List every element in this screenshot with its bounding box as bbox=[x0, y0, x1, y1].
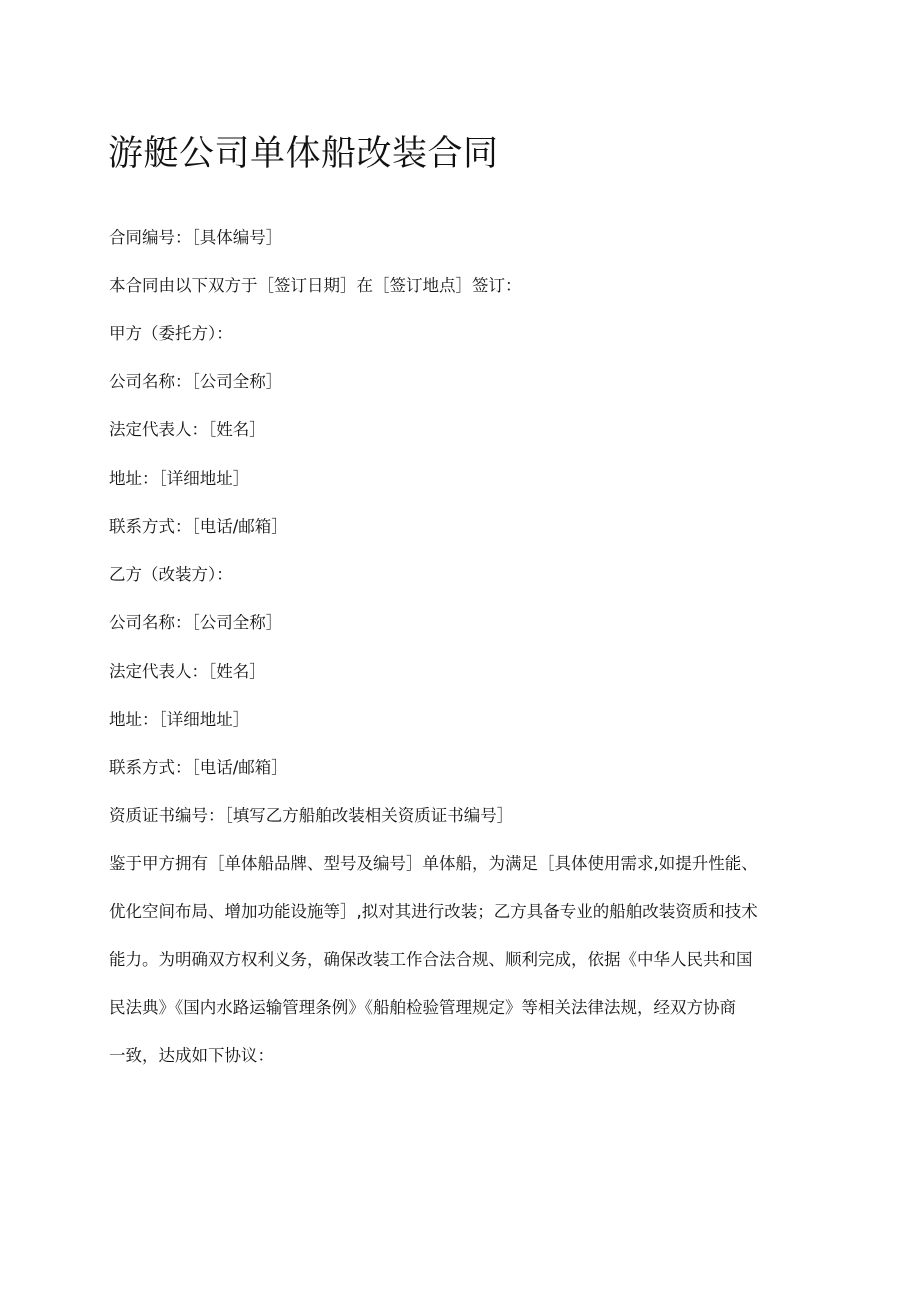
party-b-company: 公司名称：［公司全称］ bbox=[109, 613, 283, 632]
signing-intro: 本合同由以下双方于［签订日期］在［签订地点］签订： bbox=[109, 276, 522, 295]
party-b-certificate: 资质证书编号：［填写乙方船舶改装相关资质证书编号］ bbox=[109, 806, 514, 825]
party-a-heading: 甲方（委托方）： bbox=[109, 324, 233, 343]
party-a-address: 地址：［详细地址］ bbox=[109, 469, 250, 488]
party-a-legal-rep: 法定代表人：［姓名］ bbox=[109, 420, 266, 439]
document-title: 游艇公司单体船改装合同 bbox=[108, 134, 499, 174]
party-b-address: 地址：［详细地址］ bbox=[109, 710, 250, 729]
preamble-line: 鉴于甲方拥有［单体船品牌、型号及编号］单体船，为满足［具体使用需求,如提升性能、 bbox=[109, 854, 758, 873]
preamble-line: 能力。为明确双方权利义务，确保改装工作合法合规、顺利完成，依据《中华人民共和国 bbox=[109, 950, 753, 969]
contract-number: 合同编号：［具体编号］ bbox=[109, 228, 283, 247]
party-b-legal-rep: 法定代表人：［姓名］ bbox=[109, 662, 266, 681]
preamble-line: 优化空间布局、增加功能设施等］,拟对其进行改装；乙方具备专业的船舶改装资质和技术 bbox=[109, 902, 758, 921]
preamble-line: 一致，达成如下协议： bbox=[109, 1046, 274, 1065]
preamble-line: 民法典》《国内水路运输管理条例》《船舶检验管理规定》等相关法律法规，经双方协商 bbox=[109, 998, 736, 1017]
party-b-heading: 乙方（改装方）： bbox=[109, 565, 233, 584]
party-a-company: 公司名称：［公司全称］ bbox=[109, 372, 283, 391]
party-b-contact: 联系方式：［电话/邮箱］ bbox=[109, 758, 288, 777]
party-a-contact: 联系方式：［电话/邮箱］ bbox=[109, 517, 288, 536]
preamble-paragraph bbox=[109, 840, 789, 1080]
